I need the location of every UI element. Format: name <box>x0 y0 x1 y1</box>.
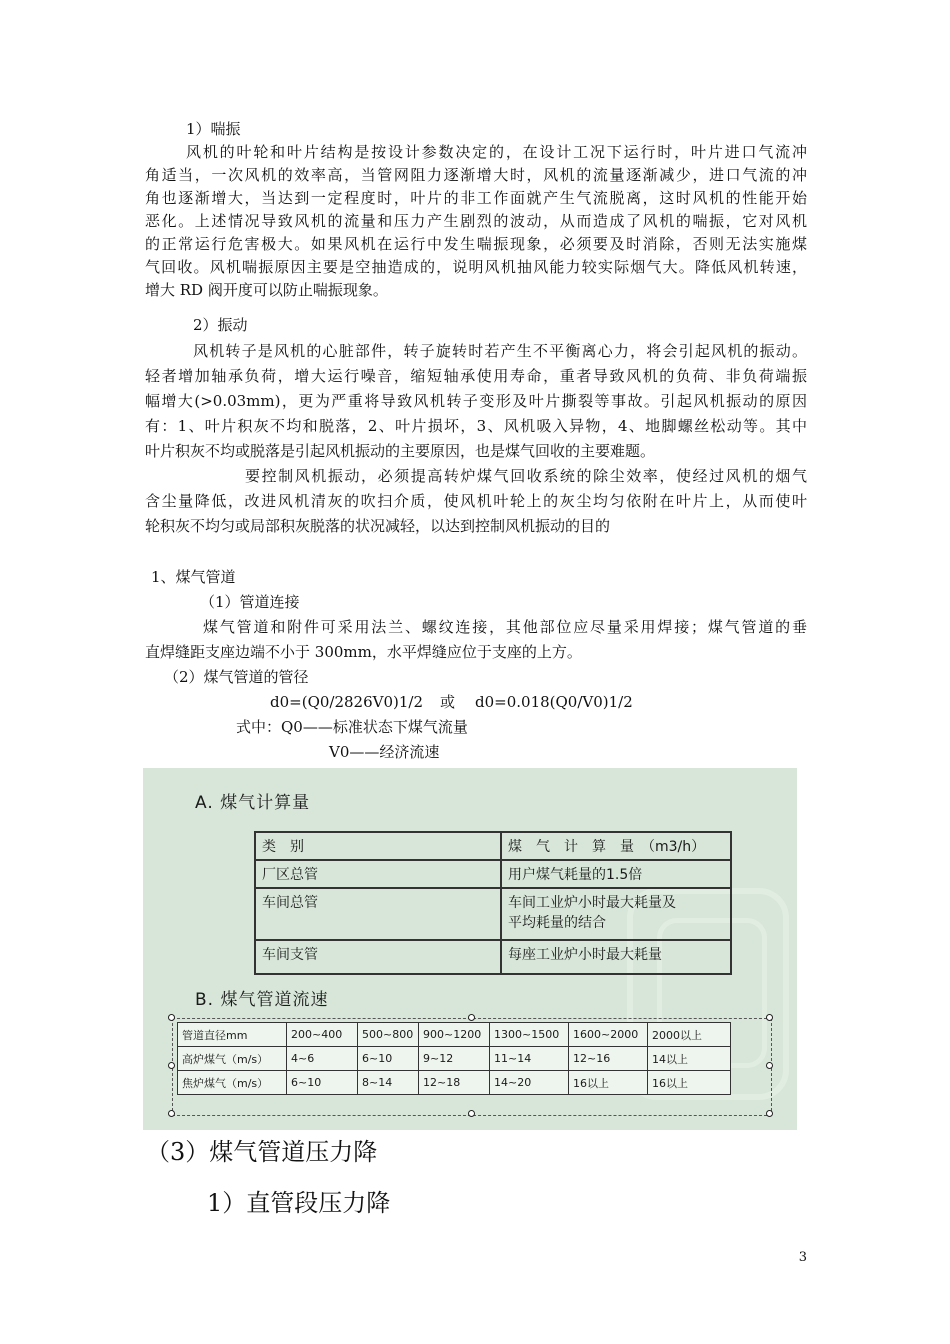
table-cell: 200~400 <box>287 1023 358 1047</box>
table-cell: 8~14 <box>358 1071 419 1095</box>
resize-handle <box>168 1062 175 1069</box>
table-cell: 管道直径mm <box>178 1023 287 1047</box>
control-line-2: 含尘量降低，改进风机清灰的吹扫介质，使风机叶轮上的灰尘均匀依附在叶片上，从而使叶 <box>145 492 807 510</box>
table-cell: 4~6 <box>287 1047 358 1071</box>
table-row <box>255 940 731 974</box>
formula-2: d0=0.018(Q0/V0)1/2 <box>475 693 633 711</box>
heading-straight-pipe-pressure-drop: 1）直管段压力降 <box>207 1189 391 1217</box>
table-cell: 16以上 <box>569 1071 648 1095</box>
table-cell: 厂区总管 <box>255 860 501 888</box>
formula-or: 或 <box>440 693 456 711</box>
heading-pressure-drop: （3）煤气管道压力降 <box>146 1138 378 1166</box>
resize-handle <box>766 1014 773 1021</box>
slide-title-a: A. 煤气计算量 <box>195 793 311 813</box>
heading-pipe-diameter: （2）煤气管道的管径 <box>164 668 309 686</box>
pipe-connection-line-2: 直焊缝距支座边端不小于 300mm，水平焊缝应位于支座的上方。 <box>145 643 582 661</box>
table-cell: 500~800 <box>358 1023 419 1047</box>
page-number: 3 <box>798 1250 807 1265</box>
resize-handle <box>468 1014 475 1021</box>
table-cell: 车间工业炉小时最大耗量及 平均耗量的结合 <box>501 888 731 940</box>
resize-handle <box>766 1110 773 1117</box>
vibration-line-5: 叶片积灰不均或脱落是引起风机振动的主要原因，也是煤气回收的主要难题。 <box>145 442 656 460</box>
table-cell: 6~10 <box>358 1047 419 1071</box>
control-line-3: 轮积灰不均匀或局部积灰脱落的状况减轻，以达到控制风机振动的目的 <box>145 517 611 535</box>
table-cell: 每座工业炉小时最大耗量 <box>501 940 731 974</box>
gas-calculation-table <box>254 831 732 975</box>
table-cell: 12~16 <box>569 1047 648 1071</box>
surge-line-6: 气回收。风机喘振原因主要是空抽造成的，说明风机抽风能力较实际烟气大。降低风机转速， <box>145 258 807 276</box>
table-row <box>255 888 731 940</box>
table-cell: 类 别 <box>255 832 501 860</box>
table-row <box>255 832 731 860</box>
table-row <box>178 1071 731 1095</box>
table-row <box>178 1023 731 1047</box>
table-cell: 2000以上 <box>648 1023 731 1047</box>
table-cell: 高炉煤气（m/s） <box>178 1047 287 1071</box>
surge-line-2: 角适当，一次风机的效率高，当管网阻力逐渐增大时，风机的流量逐渐减少，进口气流的冲 <box>145 166 807 184</box>
table-row <box>255 860 731 888</box>
resize-handle <box>766 1062 773 1069</box>
heading-gas-pipe: 1、煤气管道 <box>151 568 236 586</box>
slide-title-b: B. 煤气管道流速 <box>195 990 329 1010</box>
resize-handle <box>468 1110 475 1117</box>
table-cell: 16以上 <box>648 1071 731 1095</box>
heading-surge: 1）喘振 <box>186 120 241 138</box>
formula-where-q0: 式中：Q0——标准状态下煤气流量 <box>236 718 468 736</box>
table-cell: 1300~1500 <box>490 1023 569 1047</box>
resize-handle <box>168 1110 175 1117</box>
table-cell: 12~18 <box>419 1071 490 1095</box>
table-cell: 14以上 <box>648 1047 731 1071</box>
table-cell: 焦炉煤气（m/s） <box>178 1071 287 1095</box>
surge-line-3: 角也逐渐增大，当达到一定程度时，叶片的非工作面就产生气流脱离，这时风机的性能开始 <box>145 189 807 207</box>
table-cell: 用户煤气耗量的1.5倍 <box>501 860 731 888</box>
table-cell: 6~10 <box>287 1071 358 1095</box>
formula-1: d0=(Q0/2826V0)1/2 <box>270 693 424 711</box>
table-cell: 9~12 <box>419 1047 490 1071</box>
table-cell: 14~20 <box>490 1071 569 1095</box>
vibration-line-4: 有：1、叶片积灰不均和脱落，2、叶片损坏，3、风机吸入异物，4、地脚螺丝松动等。其中 <box>145 417 807 435</box>
surge-line-1: 风机的叶轮和叶片结构是按设计参数决定的，在设计工况下运行时，叶片进口气流冲 <box>186 143 807 161</box>
surge-line-7: 增大 RD 阀开度可以防止喘振现象。 <box>145 281 388 299</box>
heading-vibration: 2）振动 <box>193 316 248 334</box>
embedded-slide-image <box>143 768 797 1130</box>
table-cell: 煤 气 计 算 量 （m3/h） <box>501 832 731 860</box>
vibration-line-2: 轻者增加轴承负荷，增大运行噪音，缩短轴承使用寿命，重者导致风机的负荷、非负荷端振 <box>145 367 807 385</box>
resize-handle <box>168 1014 175 1021</box>
table-cell: 车间总管 <box>255 888 501 940</box>
pipe-connection-line-1: 煤气管道和附件可采用法兰、螺纹连接，其他部位应尽量采用焊接；煤气管道的垂 <box>203 618 807 636</box>
vibration-line-1: 风机转子是风机的心脏部件，转子旋转时若产生不平衡离心力，将会引起风机的振动。 <box>193 342 807 360</box>
formula-where-v0: V0——经济流速 <box>329 743 440 761</box>
heading-pipe-connection: （1）管道连接 <box>200 593 300 611</box>
gas-flow-velocity-table <box>177 1022 731 1095</box>
table-row <box>178 1047 731 1071</box>
vibration-line-3: 幅增大(>0.03mm)，更为严重将导致风机转子变形及叶片撕裂等事故。引起风机振动的原因 <box>145 392 807 410</box>
table-cell: 11~14 <box>490 1047 569 1071</box>
table-cell: 1600~2000 <box>569 1023 648 1047</box>
table-cell: 车间支管 <box>255 940 501 974</box>
control-line-1: 要控制风机振动，必须提高转炉煤气回收系统的除尘效率，使经过风机的烟气 <box>245 467 807 485</box>
surge-line-4: 恶化。上述情况导致风机的流量和压力产生剧烈的波动，从而造成了风机的喘振，它对风机 <box>145 212 807 230</box>
surge-line-5: 的正常运行危害极大。如果风机在运行中发生喘振现象，必须要及时消除，否则无法实施煤 <box>145 235 807 253</box>
table-cell: 900~1200 <box>419 1023 490 1047</box>
